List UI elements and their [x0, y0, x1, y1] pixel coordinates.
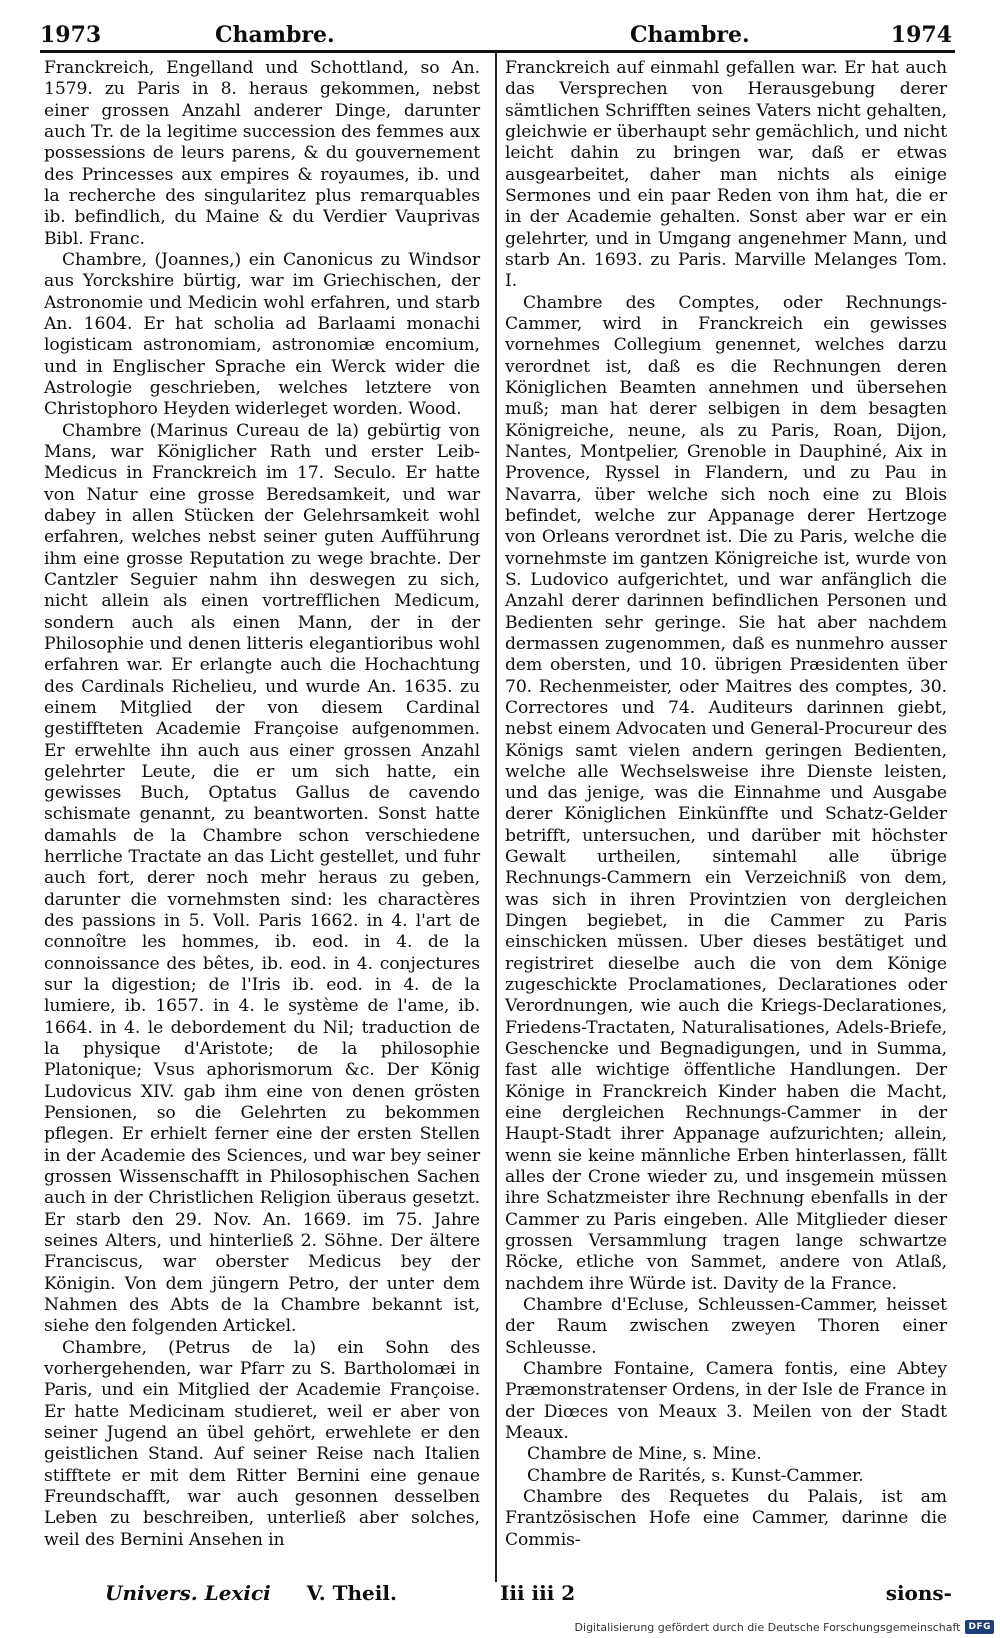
left-running-title: Chambre. [215, 22, 335, 48]
dfg-logo: DFG [965, 1620, 994, 1634]
right-column-paragraph: Franckreich auf einmahl gefallen war. Er hat auch das Versprechen von Herausgebung derer sämtlichen Schrifften seines Vaters nicht gehalten, gleichwie er überhaupt sehr gemächlich, und nicht leicht dahin zu bringen war, daß er etwas ausgearbeitet, daher man nichts als einige Sermones und ein paar Reden von ihm hat, die er in der Academie gehalten. Sonst aber war er ein gelehrter, und in Umgang angenehmer Mann, und starb An. 1693. zu Paris. Marville Melanges Tom. I. [505, 58, 947, 292]
signature-lexici: Univers. Lexici [105, 1581, 271, 1605]
credit-text: Digitalisierung gefördert durch die Deutsche Forschungsgemeinschaft [574, 1620, 961, 1634]
signature-volume: V. Theil. [306, 1581, 397, 1605]
left-column-paragraph: Chambre, (Petrus de la) ein Sohn des vorhergehenden, war Pfarr zu S. Bartholomæi in Paris, und ein Mitglied der Academie Françoise. Er hatte Medicinam studieret, weil er aber von seiner Jugend an übel gehört, erwehlete er den geistlichen Stand. Auf seiner Reise nach Italien stifftete er mit dem Ritter Bernini eine genaue Freundschafft, war auch gesonnen desselben Leben zu beschreiben, unterließ aber solches, weil des Bernini Ansehen in [44, 1337, 480, 1550]
left-column-paragraph: Franckreich, Engelland und Schottland, so An. 1579. zu Paris in 8. heraus gekommen, nebst einer grossen Anzahl anderer Dinge, darunter auch Tr. de la legitime succession des femmes aux possessions de leurs parens, & du gouvernement des Princesses aux empires & royaumes, ib. und la recherche des singularitez plus remarquables ib. befindlich, du Maine & du Verdier Vauprivas Bibl. Franc. [44, 58, 480, 249]
right-column-paragraph: Chambre des Comptes, oder Rechnungs-Cammer, wird in Franckreich ein gewisses vornehmes Collegium genennet, welches darzu verordnet ist, daß es die Rechnungen deren Königlichen Beamten annehmen und übersehen muß; man hat derer selbigen in dem besagten Königreiche, neune, als zu Paris, Roan, Dijon, Nantes, Montpelier, Grenoble in Dauphiné, Aix in Provence, Ryssel in Flandern, und zu Pau in Navarra, über welche sich noch eine zu Blois befindet, welche zur Appanage derer Hertzoge von Orleans verordnet ist. Die zu Paris, welche die vornehmste im gantzen Königreiche ist, wurde von S. Ludovico aufgerichtet, und war anfänglich die Anzahl derer darinnen befindlichen Personen und Bedienten sehr geringe. Sie hat aber nachdem dermassen zugenommen, daß es nunmehro ausser dem obersten, und 10. übrigen Præsidenten über 70. Rechenmeister, oder Maitres des comptes, 30. Correctores und 74. Auditeurs darinnen giebt, nebst einem Advocaten und General-Procureur des Königs samt vielen andern geringen Bedienten, welche alle Wechselsweise ihre Dienste leisten, und das jenige, was die Einnahme und Ausgabe derer Königlichen Einkünffte und Schatz-Gelder betrifft, untersuchen, und darüber mit höchster Gewalt urtheilen, sintemahl alle übrige Rechnungs-Cammern ein Verzeichniß von dem, was sich in ihren Provintzien von dergleichen Dingen begiebet, in die Cammer zu Paris einschicken müssen. Uber dieses bestätiget und registriret dieselbe auch die von dem Könige zugeschickte Proclamationes, Declarationes oder Verordnungen, wie auch die Kriegs-Declarationes, Friedens-Tractaten, Naturalisationes, Adels-Briefe, Geschencke und Begnadigungen, und in Summa, fast alle wichtige öffentliche Handlungen. Der Könige in Franckreich Kinder haben die Macht, eine dergleichen Rechnungs-Cammer in der Haupt-Stadt ihrer Appanage aufzurichten; allein, wenn sie keine männliche Erben hinterlassen, fällt alles der Crone wieder zu, und insgemein müssen ihre Schatzmeister ihre Rechnung ebenfalls in der Cammer zu Paris eingeben. Alle Mitglieder dieser grossen Versammlung tragen lange schwartze Röcke, etliche von Sammet, andere von Atlaß, nachdem ihre Würde ist. Davity de la France. [505, 292, 947, 1294]
right-running-title: Chambre. [630, 22, 750, 48]
header-rule [40, 50, 955, 53]
right-column-paragraph: Chambre Fontaine, Camera fontis, eine Abtey Præmonstratenser Ordens, in der Isle de France in der Diœces von Meaux 3. Meilen von der Stadt Meaux. [505, 1359, 947, 1443]
right-column-paragraph: Chambre d'Ecluse, Schleussen-Cammer, heisset der Raum zwischen zweyen Thoren einer Schleusse. [505, 1295, 947, 1358]
digitization-credit [575, 1620, 994, 1634]
left-column [44, 58, 480, 1551]
left-page-number: 1973 [40, 22, 102, 48]
column-divider [495, 52, 497, 1582]
signature-mark [105, 1580, 397, 1606]
right-column [505, 58, 947, 1551]
right-column-paragraph: Chambre de Mine, s. Mine. [527, 1444, 762, 1465]
right-column-paragraph: Chambre des Requetes du Palais, ist am Frantzösischen Hofe eine Cammer, darinne die Commis- [505, 1486, 947, 1550]
left-column-paragraph: Chambre (Marinus Cureau de la) gebürtig von Mans, war Königlicher Rath und erster Leib-Medicus in Franckreich im 17. Seculo. Er hatte von Natur eine grosse Beredsamkeit, und war dabey in allen Stücken der Gelehrsamkeit wohl erfahren, welches nebst seiner guten Aufführung ihm eine grosse Reputation zu wege brachte. Der Cantzler Seguier nahm ihn deswegen zu sich, nicht allein als einen vortrefflichen Medicum, sondern auch als einen Mann, der in der Philosophie und denen litteris elegantioribus wohl erfahren war. Er erlangte auch die Hochachtung des Cardinals Richelieu, und wurde An. 1635. zu einem Mitglied der von diesem Cardinal gestiffteten Academie Françoise aufgenommen. Er erwehlte ihn auch aus einer grossen Anzahl gelehrter Leute, die er um sich hatte, ein gewisses Buch, Optatus Gallus de cavendo schismate genannt, zu beantworten. Sonst hatte damahls de la Chambre schon verschiedene herrliche Tractate an das Licht gestellet, und fuhr auch fort, derer noch mehr heraus zu geben, darunter die vornehmsten sind: les charactères des passions in 5. Voll. Paris 1662. in 4. l'art de connoître les hommes, ib. eod. in 4. de la connoissance des bêtes, ib. eod. in 4. conjectures sur la digestion; de l'Iris ib. eod. in 4. de la lumiere, ib. 1657. in 4. le système de l'ame, ib. 1664. in 4. le debordement du Nil; traduction de la physique d'Aristote; de la philosophie Platonique; Vsus aphorismorum &c. Der König Ludovicus XIV. gab ihm eine von denen grösten Pensionen, so die Gelehrten zu bekommen pflegen. Er erhielt ferner eine der ersten Stellen in der Academie des Sciences, und war bey seiner grossen Wissenschafft in Philosophischen Sachen auch in der Christlichen Religion überaus gesetzt. Er starb den 29. Nov. An. 1669. im 75. Jahre seines Alters, und hinterließ 2. Söhne. Der ältere Franciscus, war oberster Medicus bey der Königin. Von dem jüngern Petro, der unter dem Nahmen des Abts de la Chambre bekannt ist, siehe den folgenden Artickel. [44, 420, 480, 1337]
gathering-signature: Iii iii 2 [500, 1581, 576, 1605]
right-page-number: 1974 [890, 22, 952, 48]
left-column-paragraph: Chambre, (Joannes,) ein Canonicus zu Windsor aus Yorckshire bürtig, war im Griechischen, der Astronomie und Medicin wohl erfahren, und starb An. 1604. Er hat scholia ad Barlaami monachi logisticam astronomiam, astronomiæ encomium, und in Englischer Sprache ein Werck wider die Astrologie geschrieben, welches letztere von Christophoro Heyden widerleget worden. Wood. [44, 249, 480, 420]
right-column-paragraph: Chambre de Rarités, s. Kunst-Cammer. [527, 1465, 864, 1486]
catchword: sions- [885, 1581, 952, 1605]
